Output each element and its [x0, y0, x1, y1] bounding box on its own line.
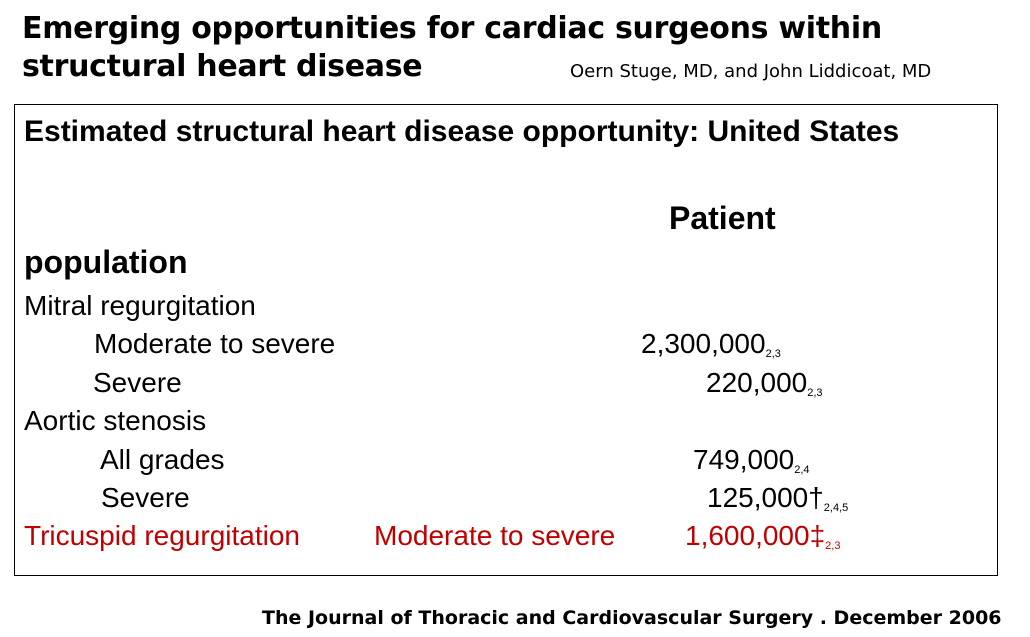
row-value-aortic-all-grades	[693, 444, 810, 476]
value-text: 1,600,000‡	[685, 520, 826, 551]
value-text: 2,300,000	[641, 328, 766, 359]
value-text: 220,000	[706, 367, 808, 398]
row-sublabel-tricuspid-moderate-to-severe: Moderate to severe	[374, 520, 616, 551]
row-value-aortic-severe	[707, 482, 848, 514]
reference-superscript: 2,4,5	[823, 502, 849, 514]
row-label-mitral-severe: Severe	[93, 367, 182, 398]
row-label-aortic-stenosis: Aortic stenosis	[24, 405, 207, 436]
row-label-aortic-severe: Severe	[101, 482, 190, 513]
reference-superscript: 2,3	[807, 387, 823, 399]
row-value-mitral-moderate-to-severe	[641, 328, 781, 360]
reference-superscript: 2,4	[794, 464, 810, 476]
row-label-mitral-regurgitation: Mitral regurgitation	[24, 290, 256, 321]
value-text: 125,000†	[707, 482, 824, 513]
article-title-line-2: structural heart disease	[22, 49, 423, 84]
reference-superscript: 2,3	[765, 348, 781, 360]
article-authors: Oern Stuge, MD, and John Liddicoat, MD	[570, 61, 932, 82]
article-title-line-1: Emerging opportunities for cardiac surgeons within	[22, 11, 882, 46]
row-value-mitral-severe	[706, 367, 823, 399]
column-header-population: population	[24, 244, 188, 280]
table-heading: Estimated structural heart disease opportunity: United States	[24, 115, 900, 148]
reference-superscript: 2,3	[825, 540, 841, 552]
row-label-mitral-moderate-to-severe: Moderate to severe	[94, 328, 336, 359]
row-label-aortic-all-grades: All grades	[100, 444, 225, 475]
row-value-tricuspid-moderate-to-severe	[685, 520, 840, 552]
value-text: 749,000	[693, 444, 795, 475]
row-label-tricuspid-regurgitation: Tricuspid regurgitation	[24, 520, 300, 551]
column-header-patient: Patient	[669, 200, 776, 236]
journal-citation: The Journal of Thoracic and Cardiovascular Surgery . December 2006	[262, 607, 1002, 629]
